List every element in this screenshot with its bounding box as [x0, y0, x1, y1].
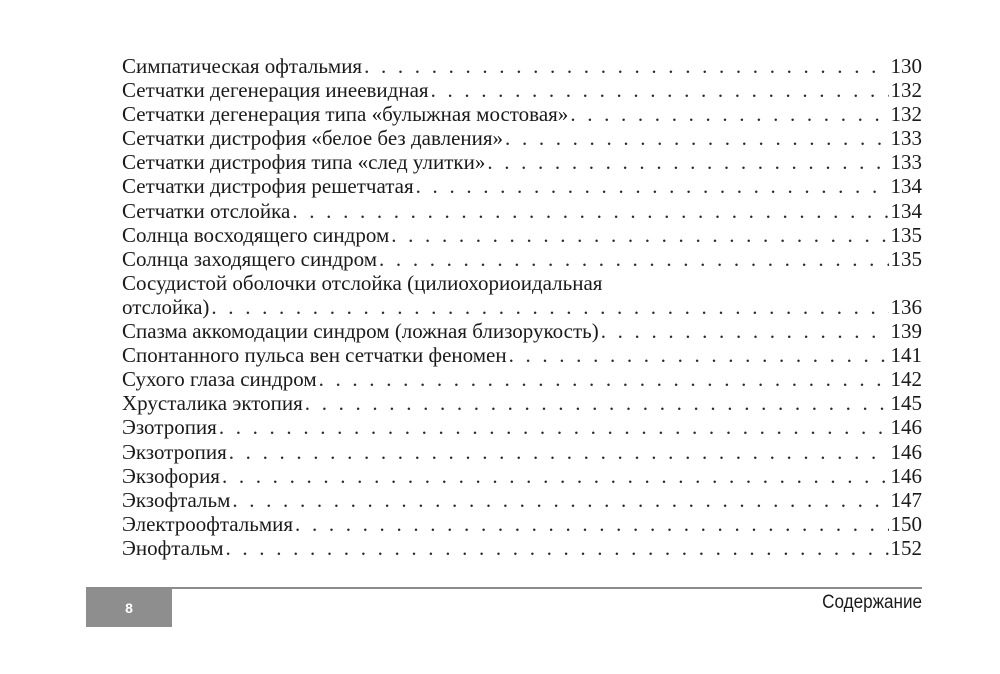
toc-entry-title: Сетчатки дистрофия решетчатая — [122, 174, 414, 199]
toc-entry-page: 146 — [890, 415, 922, 440]
toc-entry-title: Сухого глаза синдром — [122, 367, 317, 392]
toc-entry — [122, 343, 922, 367]
toc-entry-continuation — [122, 295, 922, 319]
toc-dot-leader — [317, 367, 889, 391]
toc-entry — [122, 415, 922, 439]
toc-entry-page: 133 — [890, 126, 922, 151]
toc-entry-page: 130 — [890, 54, 922, 78]
toc-entry-first-line — [122, 271, 922, 295]
toc-entry-title: Экзофория — [122, 463, 220, 488]
toc-entry-page: 141 — [890, 343, 922, 368]
toc-entry-page: 132 — [890, 102, 922, 127]
toc-dot-leader — [485, 150, 888, 174]
toc-dot-leader — [290, 199, 888, 223]
toc-entry — [122, 102, 922, 126]
toc-entry — [122, 536, 922, 560]
toc-entry — [122, 78, 922, 102]
page-number-tab — [86, 589, 172, 627]
toc-entry-title: Электроофтальмия — [122, 511, 294, 536]
toc-entry-page: 147 — [890, 487, 922, 512]
toc-entry — [122, 488, 922, 512]
toc-entry-title: Сетчатки дегенерация инеевидная — [122, 78, 429, 103]
toc-entry-title: Солнца заходящего синдром — [122, 246, 378, 271]
toc-dot-leader — [414, 174, 889, 198]
toc-entry — [122, 199, 922, 223]
toc-dot-leader — [209, 295, 888, 319]
toc-dot-leader — [599, 319, 889, 343]
table-of-contents — [122, 54, 922, 560]
toc-dot-leader — [362, 54, 888, 78]
toc-entry — [122, 54, 922, 78]
toc-entry-title: Экзофтальм — [122, 487, 231, 512]
toc-dot-leader — [230, 488, 888, 512]
toc-entry-page: 145 — [890, 391, 922, 416]
toc-dot-leader — [303, 391, 889, 415]
toc-entry-page: 135 — [890, 222, 922, 247]
toc-entry-title: Сосудистой оболочки отслойка (цилиохориоидальная — [122, 270, 603, 295]
toc-entry-title: Спонтанного пульса вен сетчатки феномен — [122, 343, 507, 368]
toc-entry-title: Хрусталика эктопия — [122, 391, 303, 416]
toc-dot-leader — [389, 223, 888, 247]
toc-dot-leader — [217, 415, 889, 439]
toc-dot-leader — [503, 126, 888, 150]
toc-entry-title: Солнца восходящего синдром — [122, 222, 390, 247]
toc-entry-title: Сетчатки отслойка — [122, 198, 291, 223]
toc-entry-page: 134 — [890, 174, 922, 199]
toc-entry-title: Сетчатки дистрофия «белое без давления» — [122, 126, 504, 151]
toc-entry-page: 135 — [890, 246, 922, 271]
toc-entry — [122, 223, 922, 247]
toc-entry-page: 139 — [890, 319, 922, 344]
toc-entry — [122, 367, 922, 391]
toc-entry-title: Симпатическая офтальмия — [122, 54, 363, 78]
running-section-title: Содержание — [822, 592, 922, 613]
toc-entry-title: Сетчатки дистрофия типа «след улитки» — [122, 150, 486, 175]
toc-entry-page: 152 — [890, 535, 922, 560]
toc-dot-leader — [429, 78, 889, 102]
toc-entry-page: 146 — [890, 463, 922, 488]
toc-entry-page: 133 — [890, 150, 922, 175]
toc-entry-title: Эзотропия — [122, 415, 217, 440]
toc-entry-page: 136 — [890, 294, 922, 319]
toc-entry-title-continuation: отслойка) — [122, 294, 210, 319]
toc-entry-title: Спазма аккомодации синдром (ложная близорукость) — [122, 319, 599, 344]
toc-entry-page: 132 — [890, 78, 922, 103]
page-number: 8 — [125, 600, 133, 616]
toc-dot-leader — [377, 247, 888, 271]
toc-entry-page: 142 — [890, 367, 922, 392]
toc-entry — [122, 174, 922, 198]
toc-entry-page: 134 — [890, 198, 922, 223]
toc-entry — [122, 391, 922, 415]
toc-entry-title: Энофтальм — [122, 535, 224, 560]
toc-entry-title: Сетчатки дегенерация типа «булыжная мостовая» — [122, 102, 569, 127]
toc-dot-leader — [568, 102, 888, 126]
toc-entry-page: 146 — [890, 439, 922, 464]
toc-entry — [122, 150, 922, 174]
footer-divider — [86, 587, 922, 589]
toc-entry — [122, 319, 922, 343]
toc-entry-page: 150 — [890, 511, 922, 536]
toc-dot-leader — [227, 440, 889, 464]
toc-dot-leader — [507, 343, 889, 367]
toc-entry — [122, 126, 922, 150]
toc-entry-title: Экзотропия — [122, 439, 227, 464]
toc-entry — [122, 464, 922, 488]
toc-dot-leader — [293, 512, 888, 536]
toc-entry — [122, 512, 922, 536]
toc-dot-leader — [220, 464, 889, 488]
toc-entry — [122, 440, 922, 464]
toc-entry — [122, 247, 922, 271]
toc-dot-leader — [224, 536, 889, 560]
